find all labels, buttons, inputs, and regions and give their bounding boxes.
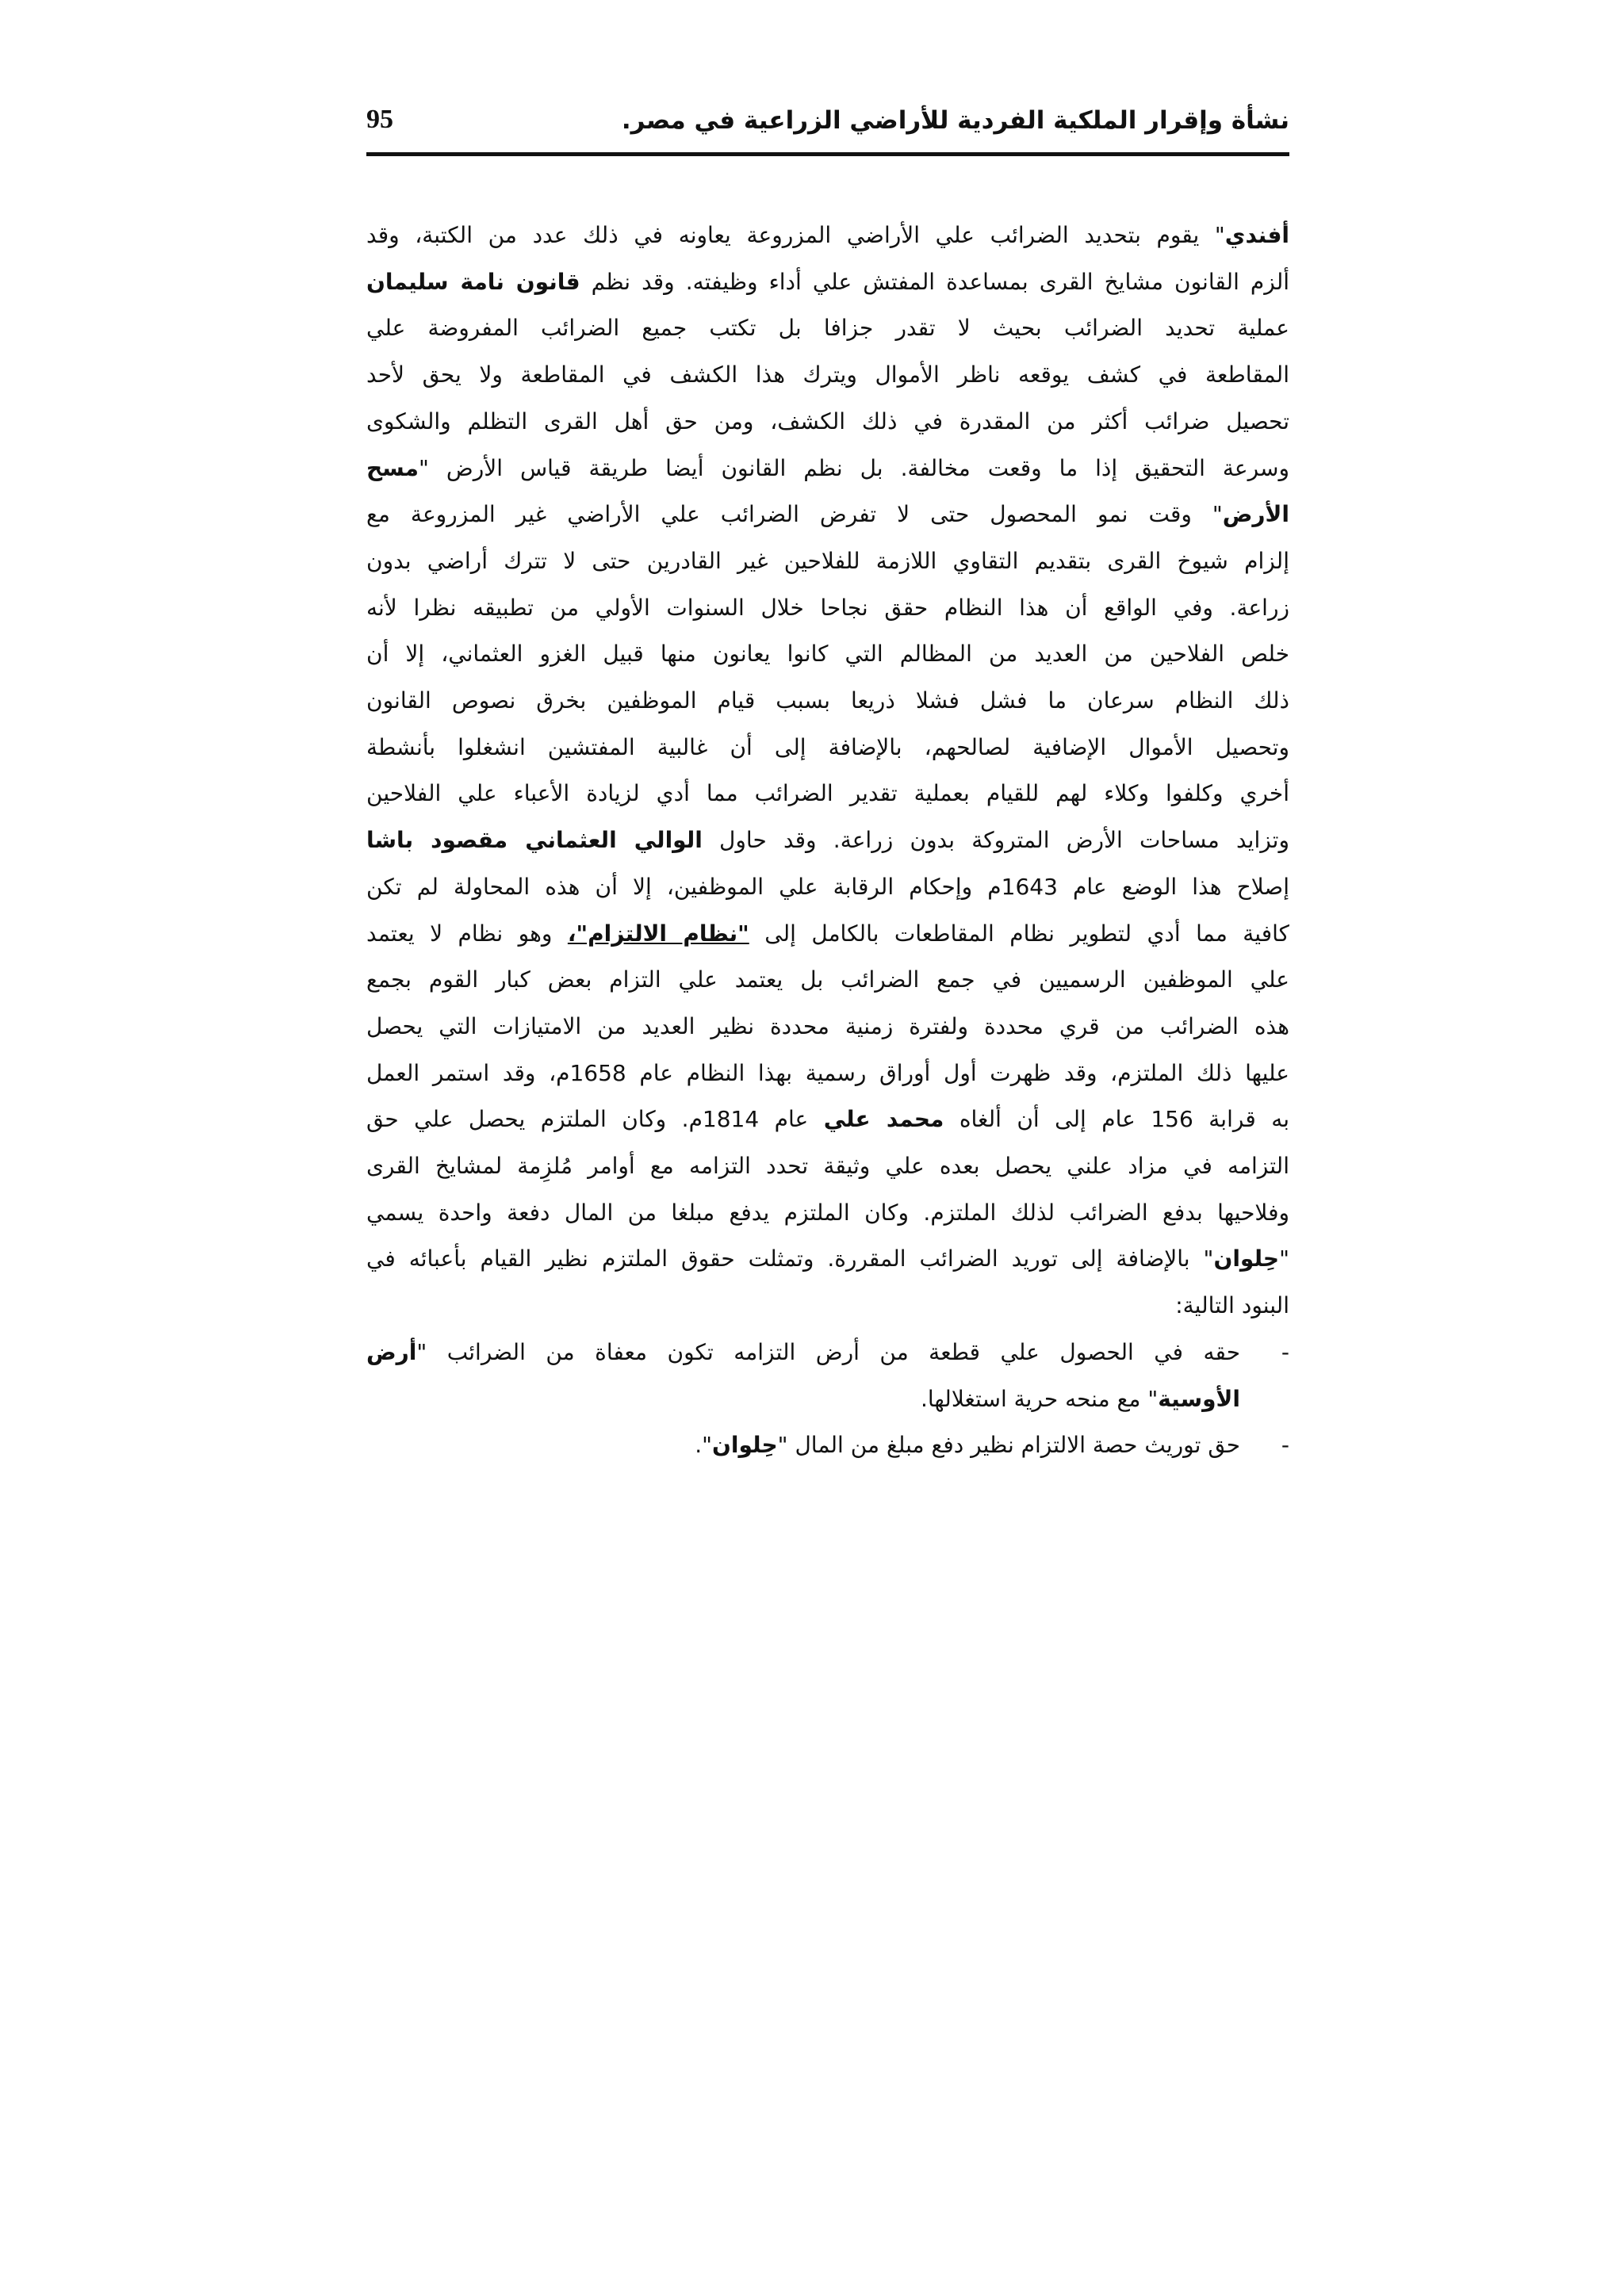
text-line: ألزم القانون مشايخ القرى بمساعدة المفتش علي أداء وظيفته. وقد نظم قانون نامة سليمان [366,268,1290,295]
text-line: تحصيل ضرائب أكثر من المقدرة في ذلك الكشف، ومن حق أهل القرى التظلم والشكوى [366,408,1289,434]
text-line: الأوسية" مع منحه حرية استغلالها. [920,1385,1240,1412]
text-line: ذلك النظام سرعان ما فشل فشلا ذريعا بسبب قيام الموظفين بخرق نصوص القانون [366,687,1289,714]
text-line: وفلاحيها بدفع الضرائب لذلك الملتزم. وكان الملتزم يدفع مبلغا من المال دفعة واحدة يسمي [366,1199,1289,1226]
text-line: علي الموظفين الرسميين في جمع الضرائب بل يعتمد علي التزام بعض كبار القوم بجمع [366,966,1289,993]
text-line: وسرعة التحقيق إذا ما وقعت مخالفة. بل نظم القانون أيضا طريقة قياس الأرض "مسح [366,454,1289,481]
text-line: وتزايد مساحات الأرض المتروكة بدون زراعة. وقد حاول الوالي العثماني مقصود باشا [366,827,1289,854]
text-line: المقاطعة في كشف يوقعه ناظر الأموال ويترك هذا الكشف في المقاطعة ولا يحق لأحد [366,362,1289,388]
bold-term: قانون نامة سليمان [366,268,580,295]
text-line: به قرابة 156 عام إلى أن ألغاه محمد علي عام 1814م. وكان الملتزم يحصل علي حق [366,1106,1289,1133]
bold-term: حِلوان [712,1432,778,1459]
text-line: حقه في الحصول علي قطعة من أرض التزامه تكون معفاة من الضرائب "أرض [366,1338,1240,1365]
text-line: هذه الضرائب من قري محددة ولفترة زمنية محددة نظير العديد من الامتيازات التي يحصل [366,1012,1289,1039]
bullet-list [366,1330,1289,1469]
bold-term: أرض [366,1338,417,1365]
text-line: زراعة. وفي الواقع أن هذا النظام حقق نجاحا خلال السنوات الأولي من تطبيقه نظرا لأنه [366,594,1289,621]
bullet-dash: - [1281,1338,1289,1365]
text-line: حق توريث حصة الالتزام نظير دفع مبلغ من المال "حِلوان". [695,1432,1240,1459]
bold-term: الوالي العثماني مقصود باشا [366,827,703,854]
header-title: نشأة وإقرار الملكية الفردية للأراضي الزراعية في مصر. [621,106,1289,135]
text-line: الأرض" وقت نمو المحصول حتى لا تفرض الضرائب علي الأراضي غير المزروعة مع [366,501,1289,528]
underlined-term: "نظام الالتزام"، [567,920,749,947]
bullet-dash: - [1281,1432,1289,1459]
bold-term: حِلوان [1213,1246,1280,1272]
text-line: كافية مما أدي لتطوير نظام المقاطعات بالكامل إلى "نظام الالتزام"، وهو نظام لا يعتمد [366,920,1289,947]
page-number: 95 [366,105,393,134]
text-line: خلص الفلاحين من العديد من المظالم التي كانوا يعانون منها قبيل الغزو العثماني، إلا أن [366,641,1289,668]
text-line: إصلاح هذا الوضع عام 1643م وإحكام الرقابة علي الموظفين، إلا أن هذه المحاولة لم تكن [366,873,1289,900]
text-line: البنود التالية: [1175,1292,1289,1319]
text-line: "حِلوان" بالإضافة إلى توريد الضرائب المقررة. وتمثلت حقوق الملتزم نظير القيام بأعبائه في [366,1246,1289,1272]
bold-term: مسح [366,454,419,481]
text-line: التزامه في مزاد علني يحصل بعده علي وثيقة تحدد التزامه مع أوامر مُلزِمة لمشايخ القرى [366,1153,1289,1180]
text-line: عملية تحديد الضرائب بحيث لا تقدر جزافا بل تكتب جميع الضرائب المفروضة علي [366,315,1289,342]
text-line: أخري وكلفوا وكلاء لهم للقيام بعملية تقدير الضرائب مما أدي لزيادة الأعباء علي الفلاحين [366,780,1289,807]
running-header [366,101,1289,156]
bold-term: محمد علي [823,1106,944,1133]
text-line: إلزام شيوخ القرى بتقديم التقاوي اللازمة للفلاحين غير القادرين حتى لا تترك أراضي بدون [366,547,1289,574]
list-item [366,1330,1289,1422]
bold-term: أفندي [1224,222,1289,248]
bold-term: الأوسية [1158,1385,1240,1412]
body-text [366,212,1289,1469]
text-line: وتحصيل الأموال الإضافية لصالحهم، بالإضافة إلى أن غالبية المفتشين انشغلوا بأنشطة [366,733,1289,760]
text-line: أفندي" يقوم بتحديد الضرائب علي الأراضي المزروعة يعاونه في ذلك عدد من الكتبة، وقد [366,222,1289,248]
list-item [366,1422,1289,1469]
text-line: عليها ذلك الملتزم، وقد ظهرت أول أوراق رسمية بهذا النظام عام 1658م، وقد استمر العمل [366,1059,1289,1086]
bold-term: الأرض [1222,501,1289,528]
paragraph [366,212,1289,1330]
